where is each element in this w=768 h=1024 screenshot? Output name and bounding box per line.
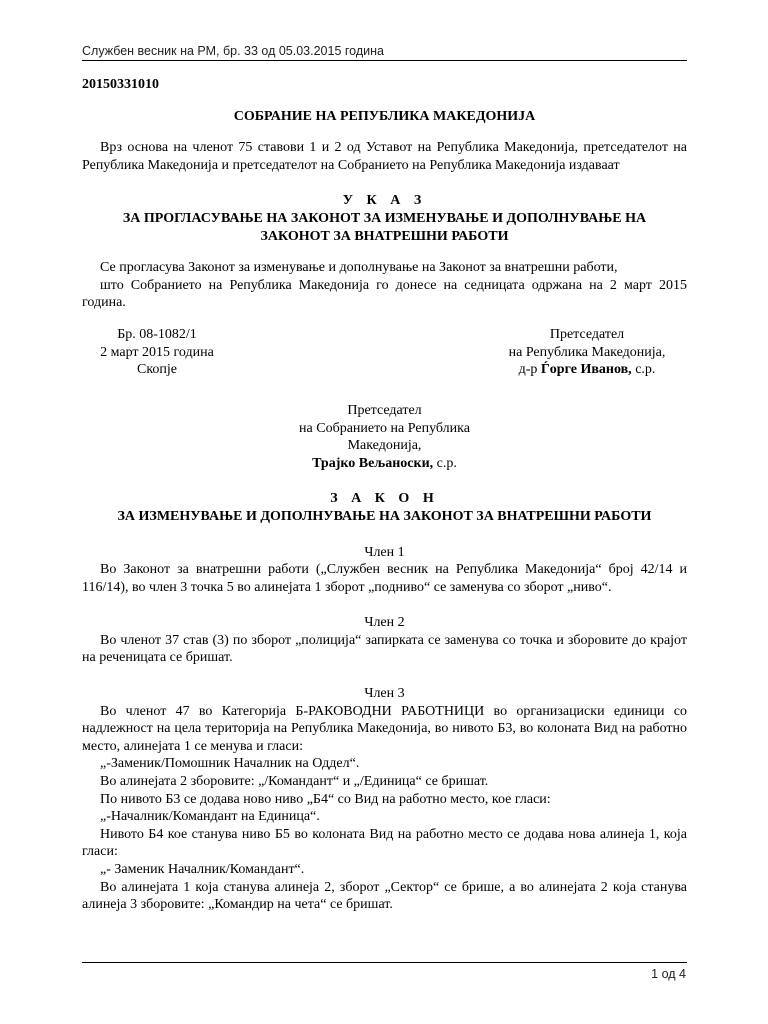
article-text: Во членот 37 став (3) по зборот „полиција“ запирката се заменува со точка и зборовите до крајот на реченицата се бришат. xyxy=(82,632,687,666)
speaker-suffix: с.р. xyxy=(436,455,457,471)
president-name: Ѓорге Иванов, xyxy=(540,362,632,378)
article-text: Нивото Б4 кое станува ниво Б5 во колоната Вид на работно место се додава нова алинеја 1, која гласи: xyxy=(82,826,687,860)
article-heading: Член 3 xyxy=(364,686,405,702)
article-text: Во алинејата 1 која станува алинеја 2, зборот „Сектор“ се брише, а во алинејата 2 која станува алинеја 3 зборовите: „Командир на чета“ се бришат. xyxy=(82,879,687,913)
article-heading: Член 1 xyxy=(364,544,405,560)
ukaz-text-line-2: што Собранието на Република Македонија го донесе на седницата одржана на 2 март 2015 година. xyxy=(82,277,687,311)
zakon-subtitle: ЗА ИЗМЕНУВАЊЕ И ДОПОЛНУВАЊЕ НА ЗАКОНОТ ЗА ВНАТРЕШНИ РАБОТИ xyxy=(117,508,652,524)
page-number: 1 од 4 xyxy=(651,967,686,981)
ukaz-subtitle-line-2: ЗАКОНОТ ЗА ВНАТРЕШНИ РАБОТИ xyxy=(260,228,509,244)
article-line: „-Началник/Командант на Единица“. xyxy=(100,809,320,825)
article-text: Во Законот за внатрешни работи („Службен весник на Република Македонија“ број 42/14 и 116/14), во член 3 точка 5 во алинејата 1 зборот „подниво“ се заменува со зборот „ниво“. xyxy=(82,562,687,595)
ukaz-title: У К А З xyxy=(342,193,427,209)
article-line: „-Заменик/Помошник Началник на Оддел“. xyxy=(100,756,360,772)
footer-rule xyxy=(82,962,687,963)
article-heading: Член 2 xyxy=(364,615,405,631)
speaker-of-1: на Собранието на Република xyxy=(299,420,470,436)
article-line: По нивото Б3 се додава ново ниво „Б4“ со Вид на работно место, кое гласи: xyxy=(100,791,551,807)
decree-date: 2 март 2015 година xyxy=(100,344,214,360)
president-signature xyxy=(487,361,687,379)
speaker-block xyxy=(82,402,687,472)
header-rule xyxy=(82,60,687,61)
article-line: „- Заменик Началник/Командант“. xyxy=(100,862,305,877)
president-label: Претседател xyxy=(549,326,625,342)
speaker-signature xyxy=(82,455,687,473)
president-of: на Република Македонија, xyxy=(508,344,666,360)
signature-block xyxy=(82,326,687,380)
speaker-of-2: Македонија, xyxy=(347,438,422,454)
president-suffix: с.р. xyxy=(635,362,656,378)
article-text: Во членот 47 во Категорија Б-РАКОВОДНИ РАБОТНИЦИ во организациски единици со надлежност на цела територија на Република Македонија, во нивото Б3, во колоната Вид на работно место, алинејата 1 се менува и гласи: xyxy=(82,703,687,754)
ukaz-text-line-1: Се прогласува Законот за изменување и дополнување на Законот за внатрешни работи, xyxy=(100,260,618,276)
decree-city: Скопје xyxy=(136,362,178,378)
president-prefix: д-р xyxy=(518,362,538,378)
page-header: Службен весник на РМ, бр. 33 од 05.03.2015 година xyxy=(82,44,384,58)
document-id: 20150331010 xyxy=(82,77,159,92)
issuer-heading: СОБРАНИЕ НА РЕПУБЛИКА МАКЕДОНИЈА xyxy=(233,108,536,124)
speaker-name: Трајко Вељаноски, xyxy=(312,455,434,471)
document-body xyxy=(82,76,687,914)
ukaz-subtitle-line-1: ЗА ПРОГЛАСУВАЊЕ НА ЗАКОНОТ ЗА ИЗМЕНУВАЊЕ И ДОПОЛНУВАЊЕ НА xyxy=(122,210,647,226)
intro-paragraph: Врз основа на членот 75 ставови 1 и 2 од Уставот на Република Македонија, претседателот на Република Македонија и претседателот на Собранието на Република Македонија издаваат xyxy=(82,140,687,173)
decree-number: Бр. 08-1082/1 xyxy=(117,326,197,342)
article-line: Во алинејата 2 зборовите: „/Командант“ и „/Единица“ се бришат. xyxy=(100,774,489,790)
zakon-title: З А К О Н xyxy=(330,491,439,507)
speaker-label: Претседател xyxy=(347,402,422,418)
